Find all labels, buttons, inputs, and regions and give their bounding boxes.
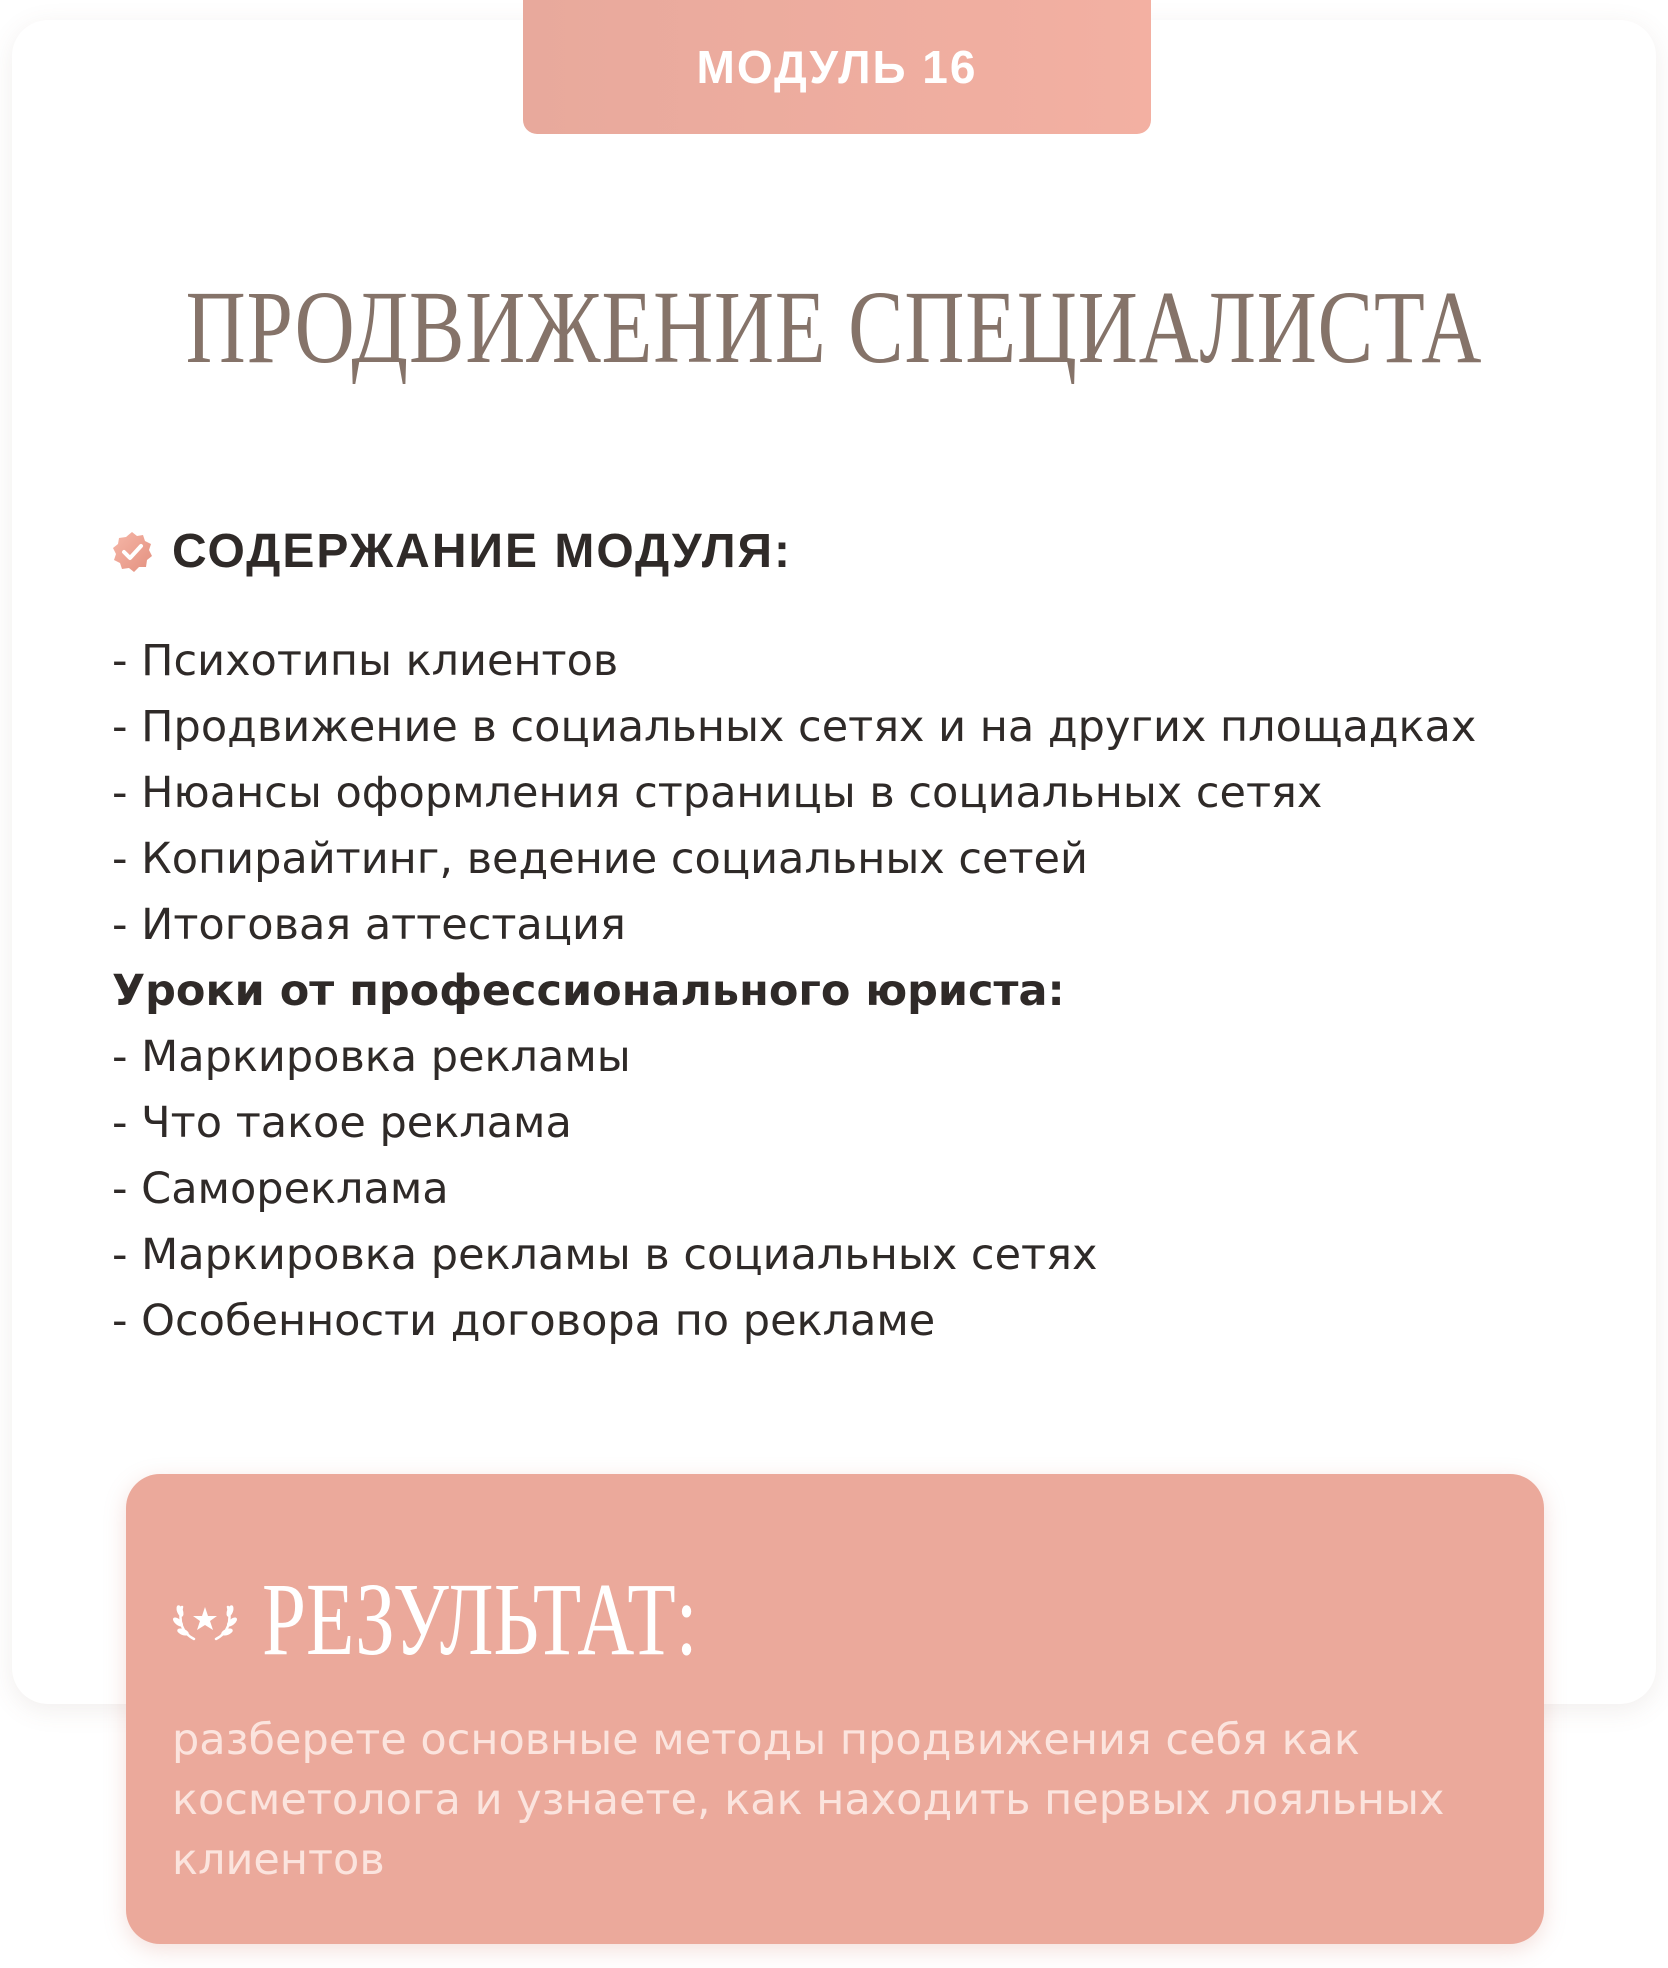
content-heading-text: СОДЕРЖАНИЕ МОДУЛЯ: [172,525,792,578]
list-item: - Продвижение в социальных сетях и на других площадках [112,702,1477,752]
check-badge-icon [110,530,154,574]
list-item: - Нюансы оформления страницы в социальных сетях [112,768,1323,818]
module-badge [523,0,1151,134]
list-item: - Самореклама [112,1164,449,1214]
module-badge-label: МОДУЛЬ 16 [696,41,978,93]
content-heading [110,524,792,579]
list-item: - Психотипы клиентов [112,636,619,686]
list-item: - Итоговая аттестация [112,900,626,950]
list-subheading: Уроки от профессионального юриста: [112,966,1065,1016]
list-item: - Особенности договора по рекламе [112,1296,936,1346]
result-title [172,1560,835,1679]
result-title-text: РЕЗУЛЬТАТ: [262,1562,698,1677]
list-item: - Маркировка рекламы в социальных сетях [112,1230,1098,1280]
list-item: - Копирайтинг, ведение социальных сетей [112,834,1088,884]
result-box [126,1474,1544,1944]
laurel-wreath-icon [172,1595,238,1645]
list-item: - Маркировка рекламы [112,1032,631,1082]
module-contents-list [112,628,1476,1354]
page-title: ПРОДВИЖЕНИЕ СПЕЦИАЛИСТА [185,270,1483,385]
result-description: разберете основные методы продвижения себя как косметолога и узнаете, как находить первых лояльных клиентов [172,1715,1445,1885]
list-item: - Что такое реклама [112,1098,572,1148]
